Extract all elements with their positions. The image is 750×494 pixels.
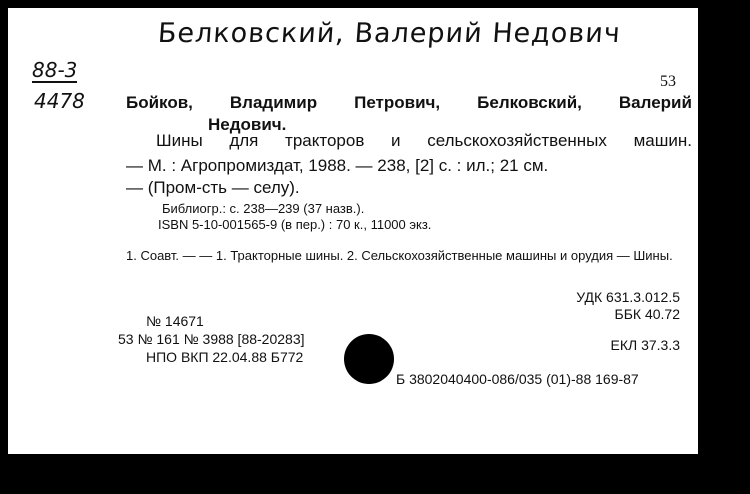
catalog-card [8,8,698,454]
series-line: — (Пром-сть — селу). [126,178,300,197]
title-word: сельскохозяйственных [427,131,607,150]
print-info: 53 № 161 № 3988 [88-20283] [118,331,305,347]
publisher-code: Б 3802040400-086/035 (01)-88 169-87 [396,371,639,387]
shelf-mark-top: 88-3 [32,58,78,82]
order-number: № 14671 [146,313,204,329]
handwritten-author-name: Белковский, Валерий Недович [156,18,622,49]
title-word: Шины [156,131,203,150]
title-word: и [391,131,401,150]
author-heading [126,93,692,134]
shelf-mark-bottom: 4478 [34,89,85,113]
title-word: машин. [633,131,692,150]
ekl-code: ЕКЛ 37.3.3 [610,337,680,353]
udk-code: УДК 631.3.012.5 [576,289,680,305]
heading-word: Бойков, [126,93,193,112]
heading-word: Петрович, [354,93,441,112]
heading-word: Валерий [618,93,692,112]
npo-line: НПО ВКП 22.04.88 Б772 [146,349,304,365]
author-heading-line2: Недович. [208,115,287,134]
title-line1 [156,132,692,149]
title-word: тракторов [285,131,365,150]
card-number: 53 [660,73,676,90]
isbn-line: ISBN 5-10-001565-9 (в пер.) : 70 к., 11000 экз. [158,217,432,232]
subject-tracings: 1. Соавт. — — 1. Тракторные шины. 2. Сельскохозяйственные машины и орудия — Шины. [126,248,673,263]
bibliography-note: Библиогр.: с. 238—239 (37 назв.). [162,201,365,216]
imprint-line: — М. : Агропромиздат, 1988. — 238, [2] с. : ил.; 21 см. [126,156,549,175]
punch-hole [344,334,394,384]
bbk-code: ББК 40.72 [614,306,680,322]
title-word: для [229,131,259,150]
heading-word: Владимир [229,93,318,112]
heading-word: Белковский, [477,93,582,112]
author-heading-line1 [126,94,692,111]
